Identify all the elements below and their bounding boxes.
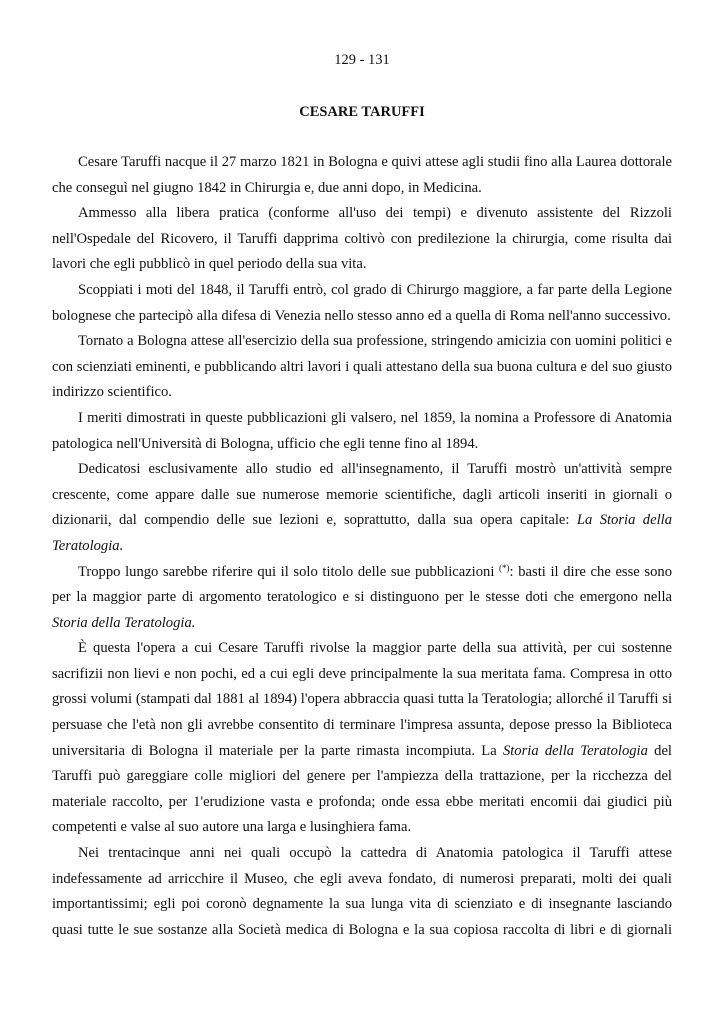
paragraph-teaching-works — [52, 457, 672, 559]
paragraph-birth-education: Cesare Taruffi nacque il 27 marzo 1821 in Bologna e quivi attese agli studii fino alla Laurea dottorale che conseguì nel giugno 1842 in Chirurgia e, due anni dopo, in Medicina. — [52, 154, 672, 196]
paragraph-publications — [52, 560, 672, 637]
italic-book-title: Storia della Teratologia — [502, 742, 648, 759]
paragraph-return-bologna: Tornato a Bologna attese all'esercizio della sua professione, stringendo amicizia con uomini politici e con scienziati eminenti, e pubblicando altri lavori i quali attestano della sua buona cultura e del suo giusto indirizzo scientifico. — [52, 333, 672, 401]
paragraph-1848-uprisings: Scoppiati i moti del 1848, il Taruffi entrò, col grado di Chirurgo maggiore, a far parte della Legione bolognese che partecipò alla difesa di Venezia nello stesso anno ed a quella di Roma nell'anno successivo. — [52, 281, 672, 324]
paragraph-museum-legacy: Nei trentacinque anni nei quali occupò la cattedra di Anatomia patologica il Taruffi attese indefessamente ad arricchire il Museo, che egli aveva fondato, di numerosi preparati, molti dei quali importantissimi; egli poi coronò degnamente la sua lunga vita di scienziato e di insegnante lasciando quasi tutte le sue sostanze alla Società medica di Bologna e la sua copiosa raccolta di libri e di giornali — [52, 845, 672, 938]
page-title: CESARE TARUFFI — [299, 104, 425, 120]
paragraph-early-practice: Ammesso alla libera pratica (conforme all'uso dei tempi) e divenuto assistente del Rizzoli nell'Ospedale del Ricovero, il Taruffi dapprima coltivò con predilezione la chirurgia, come risulta dai lavori che egli pubblicò in quel periodo della sua vita. — [52, 205, 672, 273]
paragraph-professorship: I meriti dimostrati in queste pubblicazioni gli valsero, nel 1859, la nomina a Professore di Anatomia patologica nell'Università di Bologna, ufficio che egli tenne fino al 1894. — [52, 409, 672, 452]
page-number: 129 - 131 — [334, 52, 390, 68]
paragraph-text: Dedicatosi esclusivamente allo studio ed all'insegnamento, il Taruffi mostrò un'attività sempre crescente, come appare dalle sue numerose memorie scientifiche, dagli articoli inseriti in giornali o dizionarii, dal compendio delle sue lezioni e, soprattutto, dalla sua opera capitale: — [52, 461, 672, 529]
italic-book-title: La Storia della Teratologia. — [52, 512, 672, 554]
paragraph-text: È questa l'opera a cui Cesare Taruffi rivolse la maggior parte della sua attività, per cui sostenne sacrifizii non lievi e non pochi, ed a cui egli deve principalmente la sua meritata fama. Compresa in otto grossi volumi (stampati dal 1881 al 1894) l'opera abbraccia quasi tutta la Teratologia; allorché il Taruffi si persuase che l'età non gli avrebbe consentito di terminare l'impresa assunta, depose presso la Biblioteca universitaria di Bologna il materiale per la parte rimasta incompiuta. La — [52, 640, 672, 759]
paragraph-text: : basti il dire che esse sono per la maggior parte di argomento teratologico e si distinguono per le stesse doti che emergono nella — [52, 563, 672, 606]
paragraph-teratology-work — [52, 636, 672, 841]
italic-book-title: Storia della Teratologia. — [52, 614, 196, 631]
paragraph-text: del Taruffi può gareggiare colle migliori del genere per l'ampiezza della trattazione, per la ricchezza del materiale raccolto, per 1'erudizione vasta e profonda; onde essa ebbe meritati encomii dai giudici più competenti e valse al suo autore una larga e lusinghiera fama. — [52, 742, 672, 836]
footnote-marker: (*) — [499, 562, 510, 573]
body-text — [52, 150, 672, 943]
paragraph-text: Troppo lungo sarebbe riferire qui il solo titolo delle sue pubblicazioni — [78, 563, 500, 580]
